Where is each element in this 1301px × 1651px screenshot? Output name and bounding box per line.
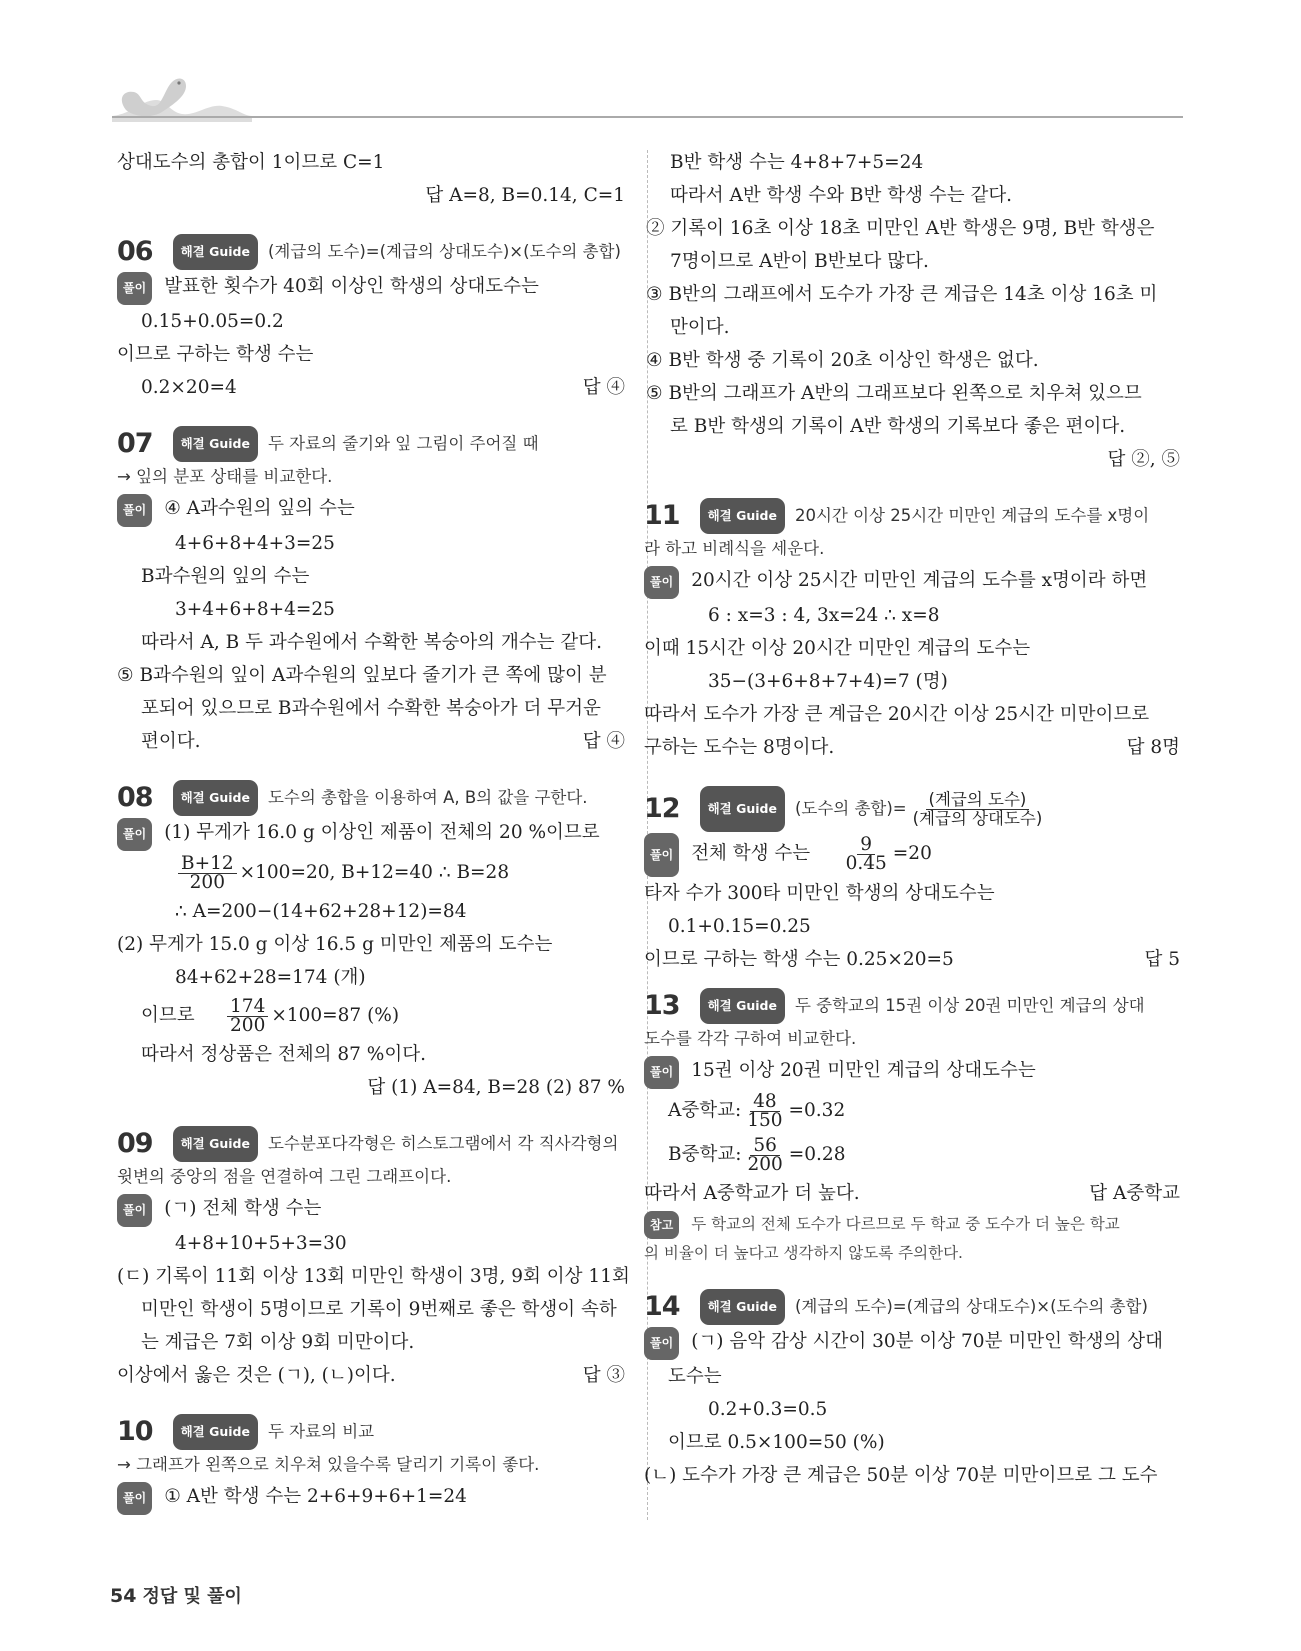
- solution-line: 이상에서 옳은 것은 (ㄱ), (ㄴ)이다.: [117, 1365, 396, 1386]
- problem-07-header: [117, 426, 625, 462]
- solution-tag: 풀이: [117, 1194, 152, 1227]
- fraction-line: $\frac{B+12}{200}$ ×100=20, B+12=40 ∴ B=28: [117, 851, 625, 895]
- guide-fraction: $\frac{\text{(계급의 도수)}}{\text{(계급의 상대도수)}}$: [912, 789, 1043, 828]
- solution-line: 구하는 도수는 8명이다.: [644, 737, 835, 758]
- guide-badge: 해결 Guide: [173, 426, 258, 462]
- solution-line: 이므로 구하는 학생 수는 0.25×20=5: [644, 949, 954, 970]
- solution-line: 이때 15시간 이상 20시간 미만인 계급의 도수는: [644, 638, 1031, 659]
- solution-line: 15권 이상 20권 미만인 계급의 상대도수는: [691, 1060, 1036, 1081]
- intro-answer: 답 A=8, B=0.14, C=1: [425, 185, 625, 206]
- solution-line: 만이다.: [670, 317, 730, 338]
- guide-badge: 해결 Guide: [700, 988, 785, 1024]
- intro-line: 상대도수의 총합이 1이므로 C=1: [117, 152, 385, 173]
- solution-line: 따라서 A, B 두 과수원에서 수확한 복숭아의 개수는 같다.: [141, 632, 603, 653]
- solution-line: B과수원의 잎의 수는: [141, 566, 310, 587]
- guide-badge: 해결 Guide: [700, 1289, 785, 1325]
- solution-line: 이므로 0.5×100=50 (%): [668, 1432, 885, 1453]
- solution-line: ⑤ B과수원의 잎이 A과수원의 잎보다 줄기가 큰 쪽에 많이 분: [117, 665, 607, 686]
- problem-number: 07: [117, 428, 153, 459]
- answer: 답 ④: [582, 377, 625, 398]
- problem-number: 11: [644, 500, 680, 531]
- solution-line: 포되어 있으므로 B과수원에서 수확한 복숭아가 더 무거운: [141, 698, 601, 719]
- problem-number: 09: [117, 1128, 153, 1159]
- solution-line: ⑤ B반의 그래프가 A반의 그래프보다 왼쪽으로 치우쳐 있으므: [646, 383, 1142, 404]
- answer: 답 ②, ⑤: [1107, 449, 1180, 470]
- problem-13-header: [644, 988, 1180, 1024]
- solution-line: 0.1+0.15=0.25: [668, 916, 811, 937]
- guide-badge: 해결 Guide: [700, 498, 785, 534]
- guide-text: 두 중학교의 15권 이상 20권 미만인 계급의 상대: [794, 996, 1145, 1015]
- guide-text: → 잎의 분포 상태를 비교한다.: [117, 467, 333, 486]
- solution-line: (ㄴ) 도수가 가장 큰 계급은 50분 이상 70분 미만이므로 그 도수: [644, 1465, 1158, 1486]
- problem-number: 06: [117, 236, 153, 267]
- solution-line: (ㄱ) 음악 감상 시간이 30분 이상 70분 미만인 학생의 상대: [691, 1331, 1164, 1352]
- answer: 답 ③: [582, 1365, 625, 1386]
- answer: 답 8명: [1126, 737, 1180, 758]
- problem-11-header: [644, 498, 1180, 534]
- solution-line: 20시간 이상 25시간 미만인 계급의 도수를 x명이라 하면: [691, 570, 1148, 591]
- solution-line: 는 계급은 7회 이상 9회 미만이다.: [141, 1332, 415, 1353]
- answer: 답 (1) A=84, B=28 (2) 87 %: [367, 1077, 625, 1098]
- left-column: [117, 146, 630, 1515]
- seal-illustration-icon: [112, 70, 252, 122]
- solution-line: ③ B반의 그래프에서 도수가 가장 큰 계급은 14초 이상 16초 미: [646, 284, 1158, 305]
- solution-line: 0.15+0.05=0.2: [141, 311, 284, 332]
- answer: 답 A중학교: [1089, 1183, 1180, 1204]
- guide-text: 두 자료의 줄기와 잎 그림이 주어질 때: [267, 434, 539, 453]
- guide-text: 20시간 이상 25시간 미만인 계급의 도수를 x명이: [794, 506, 1150, 525]
- guide-text: (도수의 총합)=: [794, 799, 907, 818]
- footer-title: 정답 및 풀이: [142, 1586, 242, 1607]
- page-number: 54: [110, 1585, 137, 1607]
- solution-tag: 풀이: [644, 1327, 679, 1360]
- guide-text: 두 자료의 비교: [267, 1422, 375, 1441]
- fraction: $\frac{174}{200}$: [227, 998, 268, 1035]
- header-rule: [112, 116, 1183, 118]
- guide-badge: 해결 Guide: [173, 780, 258, 816]
- fraction: $\frac{56}{200}$: [747, 1134, 783, 1175]
- fraction-line: A중학교: $\frac{48}{150}$ =0.32: [668, 1090, 846, 1131]
- solution-line: 따라서 정상품은 전체의 87 %이다.: [141, 1044, 426, 1065]
- guide-badge: 해결 Guide: [173, 1414, 258, 1450]
- fraction: $\frac{9}{0.45}$: [845, 833, 887, 874]
- solution-line: 4+8+10+5+3=30: [175, 1233, 347, 1254]
- solution-line: 도수는: [668, 1366, 722, 1387]
- problem-12-header: [644, 786, 1180, 832]
- note-line: 의 비율이 더 높다고 생각하지 않도록 주의한다.: [644, 1244, 963, 1262]
- solution-line: 0.2×20=4: [141, 377, 237, 398]
- guide-text: 도수를 각각 구하여 비교한다.: [644, 1029, 857, 1048]
- solution-line: 타자 수가 300타 미만인 학생의 상대도수는: [644, 883, 995, 904]
- problem-09-header: [117, 1126, 625, 1162]
- answer: 답 ④: [582, 731, 625, 752]
- guide-text: → 그래프가 왼쪽으로 치우쳐 있을수록 달리기 기록이 좋다.: [117, 1455, 540, 1474]
- solution-tag: 풀이: [117, 494, 152, 527]
- problem-number: 13: [644, 990, 680, 1021]
- problem-number: 08: [117, 782, 153, 813]
- problem-08-header: [117, 780, 625, 816]
- guide-text: (계급의 도수)=(계급의 상대도수)×(도수의 총합): [794, 1297, 1148, 1316]
- solution-tag: 풀이: [117, 818, 152, 851]
- answer: 답 5: [1144, 949, 1180, 970]
- guide-text: 도수분포다각형은 히스토그램에서 각 직사각형의: [267, 1134, 619, 1153]
- problem-number: 10: [117, 1416, 153, 1447]
- guide-badge: 해결 Guide: [700, 786, 785, 832]
- solution-line: 35−(3+6+8+7+4)=7 (명): [708, 671, 948, 692]
- guide-text: 도수의 총합을 이용하여 A, B의 값을 구한다.: [267, 788, 588, 807]
- solution-line: 미만인 학생이 5명이므로 기록이 9번째로 좋은 학생이 속하: [141, 1299, 617, 1320]
- solution-line: 발표한 횟수가 40회 이상인 학생의 상대도수는: [164, 276, 539, 297]
- fraction-line: 풀이 전체 학생 수는 $\frac{9}{0.45}$ =20: [644, 832, 1180, 877]
- problem-06-header: [117, 234, 625, 270]
- solution-line: 0.2+0.3=0.5: [708, 1399, 828, 1420]
- guide-badge: 해결 Guide: [173, 1126, 258, 1162]
- note-tag: 참고: [644, 1211, 679, 1239]
- fraction-line: 이므로 $\frac{174}{200}$ ×100=87 (%): [141, 995, 400, 1036]
- solution-line: 로 B반 학생의 기록이 A반 학생의 기록보다 좋은 편이다.: [670, 416, 1126, 437]
- solution-tag: 풀이: [644, 1056, 679, 1089]
- solution-tag: 풀이: [117, 1482, 152, 1515]
- solution-line: ① A반 학생 수는 2+6+9+6+1=24: [164, 1486, 467, 1507]
- problem-number: 14: [644, 1291, 680, 1322]
- right-column: [644, 146, 1180, 1492]
- guide-text: 라 하고 비례식을 세운다.: [644, 539, 825, 558]
- solution-line: (1) 무게가 16.0 g 이상인 제품이 전체의 20 %이므로: [164, 822, 600, 843]
- problem-number: 12: [644, 793, 680, 824]
- solution-line: (2) 무게가 15.0 g 이상 16.5 g 미만인 제품의 도수는: [117, 934, 553, 955]
- fraction-line: B중학교: $\frac{56}{200}$ =0.28: [668, 1134, 846, 1175]
- solution-line: 84+62+28=174 (개): [175, 967, 366, 988]
- solution-line: 6 : x=3 : 4, 3x=24 ∴ x=8: [708, 605, 940, 626]
- guide-text: (계급의 도수)=(계급의 상대도수)×(도수의 총합): [267, 242, 621, 261]
- note-line: 두 학교의 전체 도수가 다르므로 두 학교 중 도수가 더 높은 학교: [691, 1215, 1120, 1233]
- solution-line: ④ B반 학생 중 기록이 20초 이상인 학생은 없다.: [646, 350, 1039, 371]
- guide-text: 윗변의 중앙의 점을 연결하여 그린 그래프이다.: [117, 1167, 452, 1186]
- solution-line: 따라서 A중학교가 더 높다.: [644, 1183, 860, 1204]
- solution-line: 편이다.: [141, 731, 201, 752]
- solution-line: 3+4+6+8+4=25: [175, 599, 335, 620]
- solution-line: B반 학생 수는 4+8+7+5=24: [670, 152, 924, 173]
- page-footer: [110, 1582, 242, 1608]
- solution-line: ∴ A=200−(14+62+28+12)=84: [175, 901, 467, 922]
- solution-line: 이므로 구하는 학생 수는: [117, 344, 314, 365]
- solution-line: ④ A과수원의 잎의 수는: [164, 498, 355, 519]
- solution-line: 따라서 도수가 가장 큰 계급은 20시간 이상 25시간 미만이므로: [644, 704, 1150, 725]
- solution-line: 7명이므로 A반이 B반보다 많다.: [670, 251, 929, 272]
- solution-line: (ㄷ) 기록이 11회 이상 13회 미만인 학생이 3명, 9회 이상 11회: [117, 1266, 630, 1287]
- fraction: $\frac{48}{150}$: [747, 1090, 783, 1131]
- problem-14-header: [644, 1289, 1180, 1325]
- solution-line: (ㄱ) 전체 학생 수는: [164, 1198, 322, 1219]
- problem-10-header: [117, 1414, 625, 1450]
- guide-badge: 해결 Guide: [173, 234, 258, 270]
- solution-line: ② 기록이 16초 이상 18초 미만인 A반 학생은 9명, B반 학생은: [646, 218, 1155, 239]
- solution-line: 따라서 A반 학생 수와 B반 학생 수는 같다.: [670, 185, 1013, 206]
- fraction: $\frac{B+12}{200}$: [178, 855, 237, 892]
- solution-line: 4+6+8+4+3=25: [175, 533, 335, 554]
- solution-tag: 풀이: [117, 272, 152, 305]
- solution-tag: 풀이: [644, 833, 679, 877]
- solution-tag: 풀이: [644, 566, 679, 599]
